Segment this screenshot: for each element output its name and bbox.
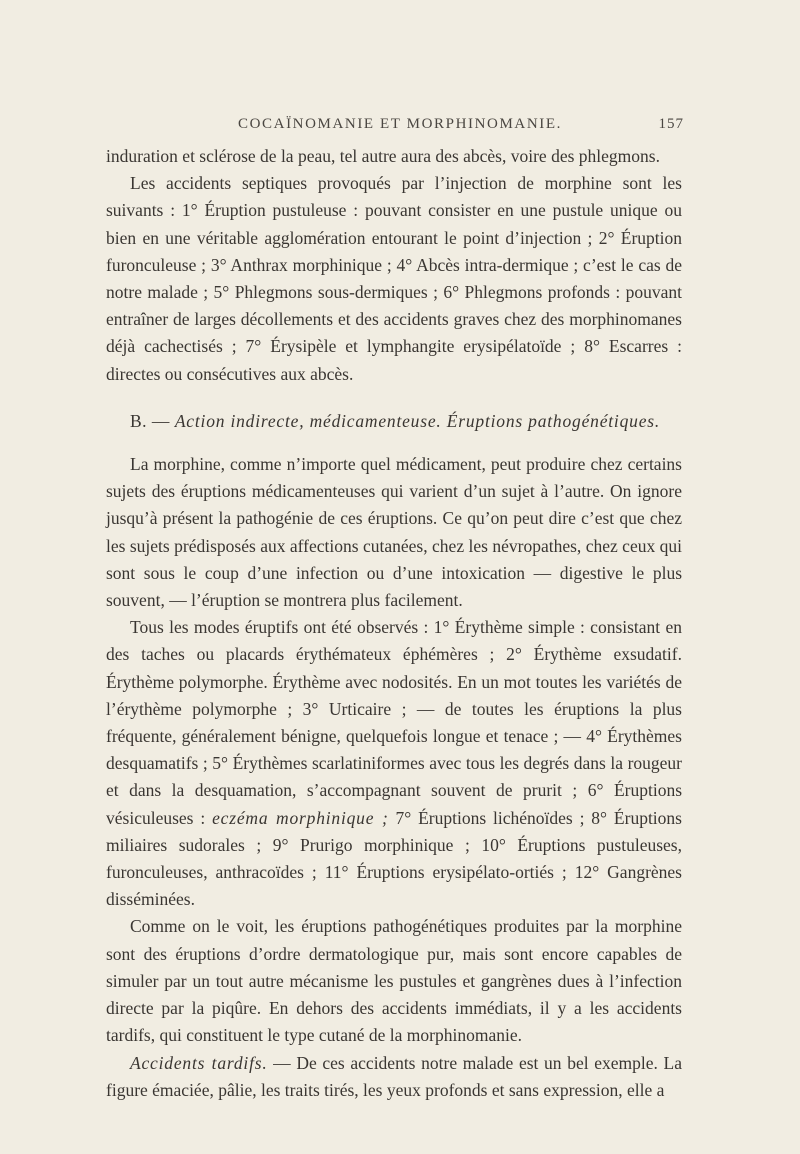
paragraph-late-accidents: [106, 1050, 682, 1104]
section-heading: [106, 408, 682, 435]
body-text: [106, 143, 682, 1104]
page-header: [0, 116, 800, 136]
paragraph-eruptive-modes: [106, 614, 682, 913]
eruptive-modes-part-2: 7° Éruptions lichénoïdes ; 8° Éruptions miliaires sudorales ; 9° Prurigo morphinique ; 10° Éruptions pustuleuses, furonculeuses, anthracoïdes ; 11° Éruptions erysipélato-ortiés ; 12° Gangrènes disséminées.: [106, 807, 682, 910]
section-letter: B. —: [130, 410, 175, 431]
running-title: COCAÏNOMANIE ET MORPHINOMANIE.: [238, 116, 562, 132]
section-title: Action indirecte, médicamenteuse. Éruptions pathogénétiques.: [174, 410, 661, 431]
paragraph-pathogenetic-comparison: Comme on le voit, les éruptions pathogénétiques produites par la morphine sont des éruptions d’ordre dermatologique pur, mais sont encore capables de simuler par un tout autre mécanisme les pustules et gangrènes dues à l’infection directe par la piqûre. En dehors des accidents immédiats, il y a les accidents tardifs, qui constituent le type cutané de la morphinomanie.: [106, 916, 682, 1046]
paragraph-septic-accidents: Les accidents septiques provoqués par l’injection de morphine sont les suivants : 1° Éruption pustuleuse : pouvant consister en une pustule unique ou bien en une véritable agglomération entourant le point d’injection ; 2° Éruption furonculeuse ; 3° Anthrax morphinique ; 4° Abcès intra-dermique ; c’est le cas de notre malade ; 5° Phlegmons sous-dermiques ; 6° Phlegmons profonds : pouvant entraîner de larges décollements et des accidents graves chez des morphinomanes déjà cachectisés ; 7° Érysipèle et lymphangite erysipélatoïde ; 8° Escarres : directes ou consécutives aux abcès.: [106, 173, 682, 384]
paragraph-continued: induration et sclérose de la peau, tel autre aura des abcès, voire des phlegmons.: [106, 146, 660, 166]
eczema-term: eczéma morphinique ;: [212, 807, 389, 828]
late-accidents-text: — De ces accidents notre malade est un bel exemple. La figure émaciée, pâlie, les traits tirés, les yeux profonds et sans expression, elle a: [106, 1052, 682, 1100]
late-accidents-title: Accidents tardifs.: [130, 1052, 268, 1073]
eruptive-modes-part-1: Tous les modes éruptifs ont été observés : 1° Érythème simple : consistant en des taches ou placards érythémateux éphémères ; 2° Érythème exsudatif. Érythème polymorphe. Érythème avec nodosités. En un mot toutes les variétés de l’érythème polymorphe ; 3° Urticaire ; — de toutes les éruptions la plus fréquente, généralement bénigne, quelquefois longue et tenace ; — 4° Érythèmes desquamatifs ; 5° Érythèmes scarlatiniformes avec tous les degrés dans la rougeur et dans la desquamation, s’accompagnant souvent de prurit ; 6° Éruptions vésiculeuses :: [106, 617, 682, 828]
page-number: 157: [658, 116, 684, 132]
paragraph-medicamentous-eruptions: La morphine, comme n’importe quel médicament, peut produire chez certains sujets des éruptions médicamenteuses qui varient d’un sujet à l’autre. On ignore jusqu’à présent la pathogénie de ces éruptions. Ce qu’on peut dire c’est que chez les sujets prédisposés aux affections cutanées, chez les névropathes, chez ceux qui sont sous le coup d’une infection ou d’une intoxication — digestive le plus souvent, — l’éruption se montrera plus facilement.: [106, 454, 682, 611]
